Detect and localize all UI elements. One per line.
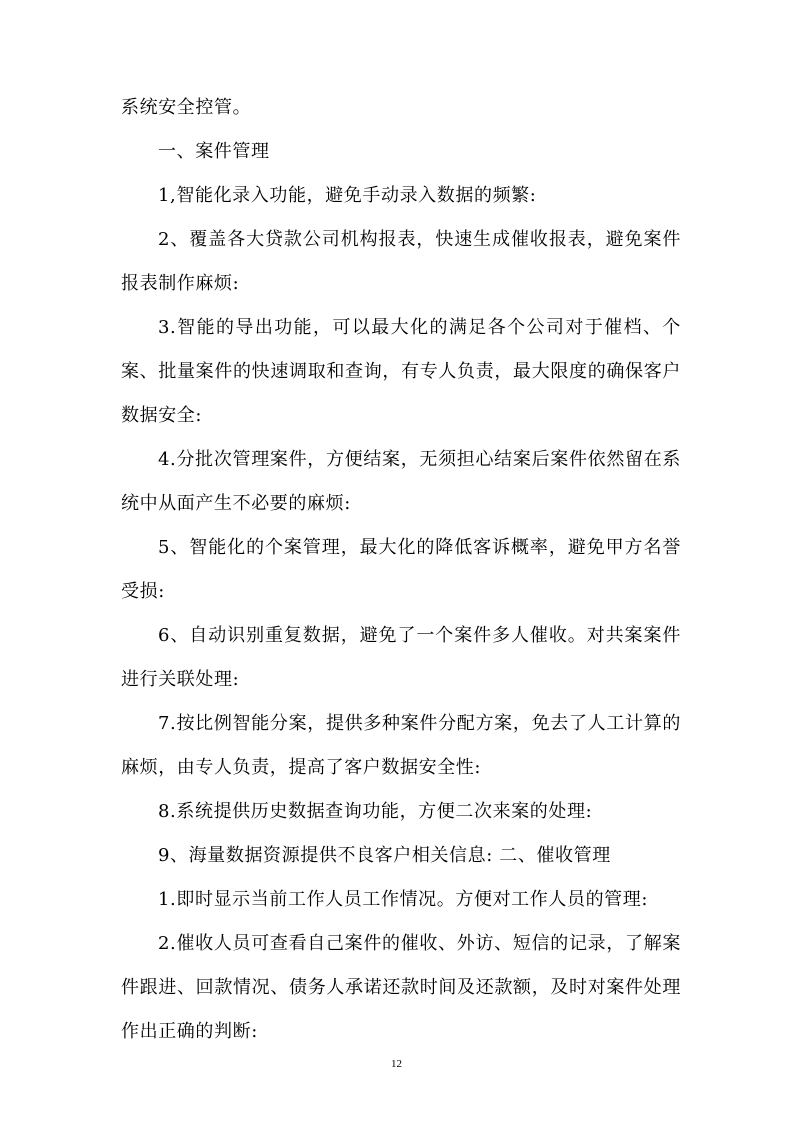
paragraph-9: 8.系统提供历史数据查询功能，方便二次来案的处理: <box>158 801 593 822</box>
paragraph-12: 2.催收人员可查看自己案件的催收、外访、短信的记录，了解案件跟进、回款情况、债务人承诺还款时间及还款额，及时对案件处理作出正确的判断: <box>121 933 681 1042</box>
section-heading-case-management: 一、案件管理 <box>158 141 270 162</box>
paragraph-3: 2、覆盖各大贷款公司机构报表，快速生成催收报表，避免案件报表制作麻烦: <box>121 229 681 294</box>
paragraph-6: 5、智能化的个案管理，最大化的降低客诉概率，避免甲方名誉受损: <box>121 537 681 602</box>
paragraph-0: 系统安全控管。 <box>121 97 252 118</box>
paragraph-5: 4.分批次管理案件，方便结案，无须担心结案后案件依然留在系统中从面产生不必要的麻烦: <box>121 449 681 514</box>
paragraph-10: 9、海量数据资源提供不良客户相关信息: 二、催收管理 <box>158 845 611 866</box>
paragraph-4: 3.智能的导出功能，可以最大化的满足各个公司对于催档、个案、批量案件的快速调取和查询，有专人负责，最大限度的确保客户数据安全: <box>121 317 681 426</box>
paragraph-8: 7.按比例智能分案，提供多种案件分配方案，免去了人工计算的麻烦，由专人负责，提高了客户数据安全性: <box>121 713 681 778</box>
paragraph-2: 1,智能化录入功能，避免手动录入数据的频繁: <box>158 185 537 206</box>
paragraph-11: 1.即时显示当前工作人员工作情况。方便对工作人员的管理: <box>158 889 649 910</box>
document-body <box>121 86 681 1054</box>
paragraph-7: 6、自动识别重复数据，避免了一个案件多人催收。对共案案件进行关联处理: <box>121 625 681 690</box>
page-number: 12 <box>391 1058 402 1070</box>
